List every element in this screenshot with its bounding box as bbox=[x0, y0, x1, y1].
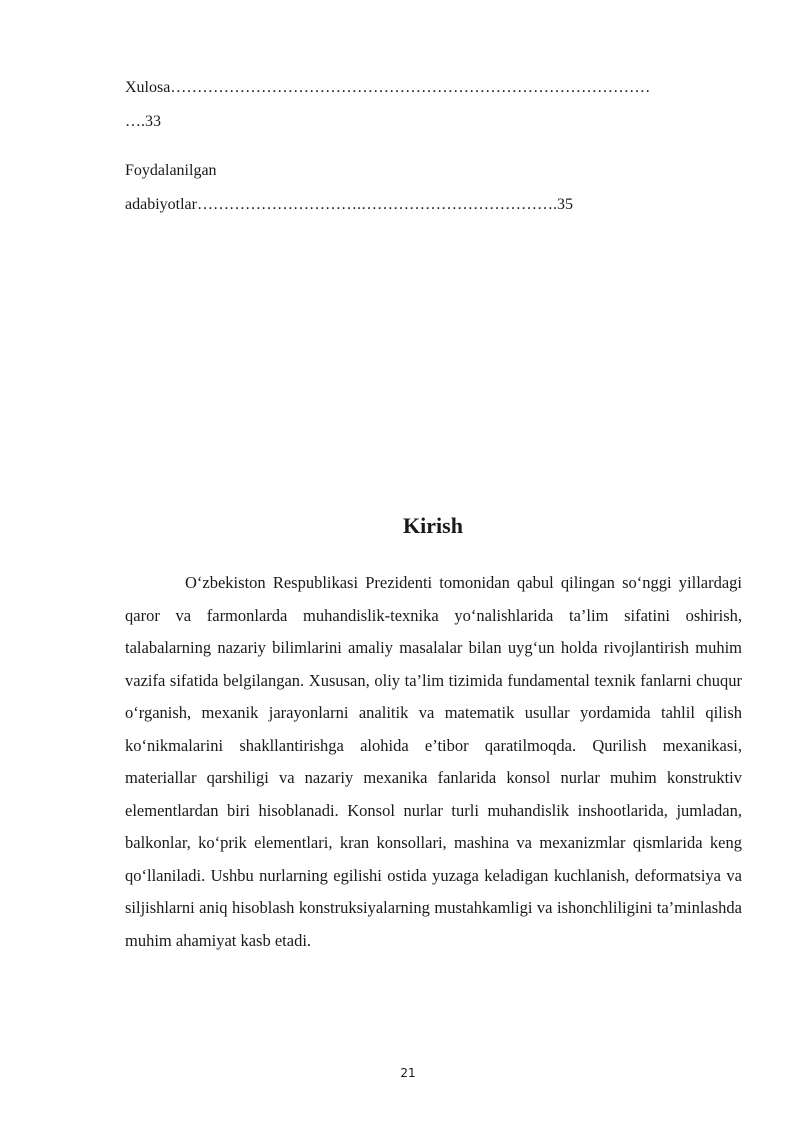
page-number: 21 bbox=[400, 1066, 416, 1080]
toc-entry-adabiyotlar: adabiyotlar………………………….……………………………….35 bbox=[125, 196, 573, 213]
toc-entry-foydalanilgan: Foydalanilgan bbox=[125, 162, 217, 179]
section-heading: Kirish bbox=[403, 513, 463, 538]
toc-entry-xulosa-page: ….33 bbox=[125, 113, 161, 130]
toc-entry-xulosa: Xulosa……………………………………………………………………………… bbox=[125, 79, 651, 96]
body-paragraph bbox=[125, 567, 742, 957]
paragraph-text: O‘zbekiston Respublikasi Prezidenti tomonidan qabul qilingan so‘nggi yillardagi qaror va farmonlarda muhandislik-texnika yo‘nalishlarida ta’lim sifatini oshirish, talabalarning nazariy bilimlarini amaliy masalalar bilan uyg‘un holda rivojlantirish muhim vazifa sifatida belgilangan. Xususan, oliy ta’lim tizimida fundamental texnik fanlarni chuqur o‘rganish, mexanik jarayonlarni analitik va matematik usullar yordamida tahlil qilish ko‘nikmalarini shakllantirishga alohida e’tibor qaratilmoqda. Qurilish mexanikasi, materiallar qarshiligi va nazariy mexanika fanlarida konsol nurlar muhim konstruktiv elementlardan biri hisoblanadi. Konsol nurlar turli muhandislik inshootlarida, jumladan, balkonlar, ko‘prik elementlari, kran konsollari, mashina va mexanizmlar qismlarida keng qo‘llaniladi. Ushbu nurlarning egilishi ostida yuzaga keladigan kuchlanish, deformatsiya va siljishlarni aniq hisoblash konstruksiyalarning mustahkamligi va ishonchliligini ta’minlashda muhim ahamiyat kasb etadi. bbox=[125, 573, 742, 950]
